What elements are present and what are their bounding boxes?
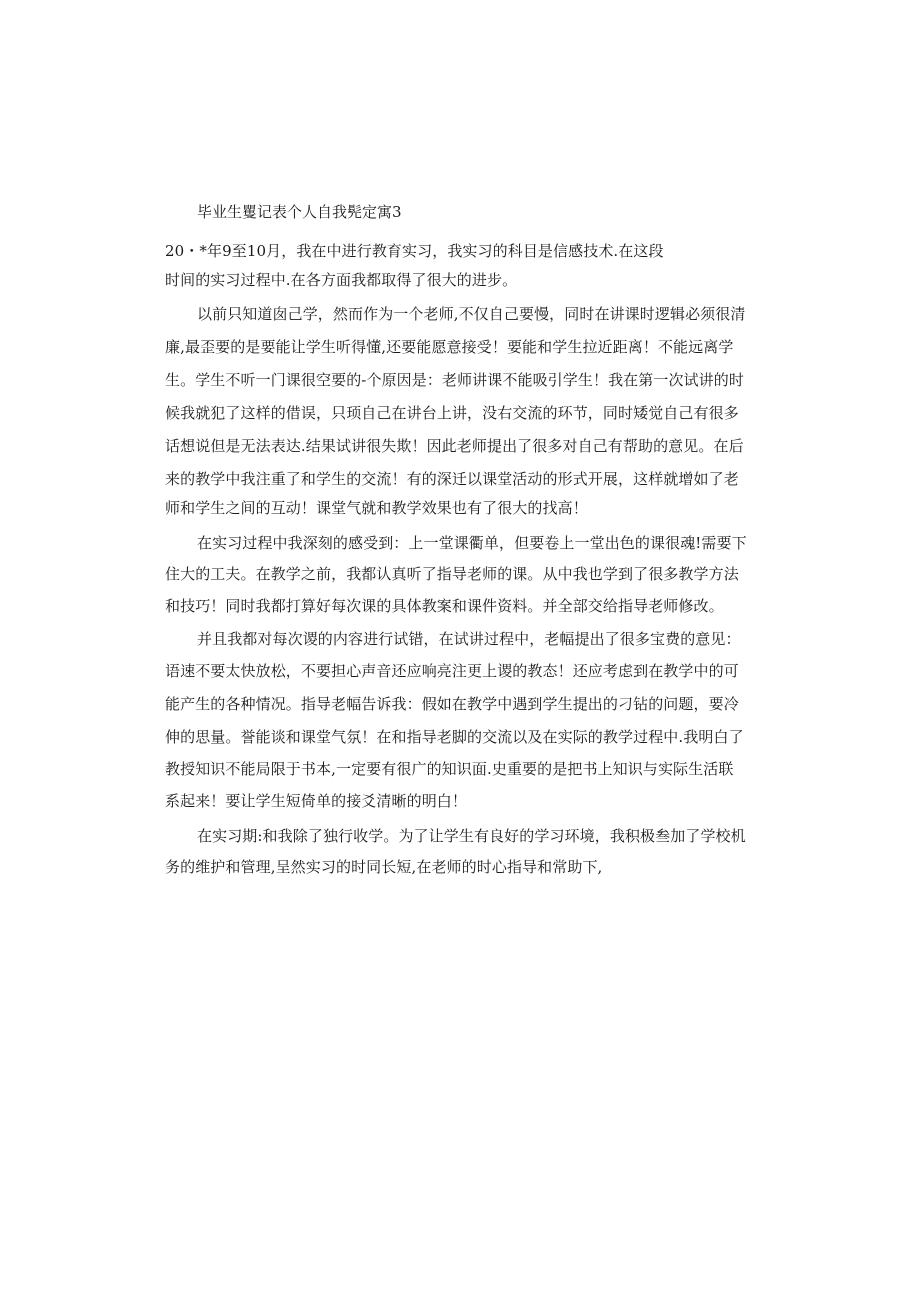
paragraph-4-line-4: 伸的思量。誉能谈和课堂气氛！在和指导老脚的交流以及在实际的教学过程中.我明白了 bbox=[165, 728, 744, 746]
paragraph-5-line-2: 务的维护和管理,呈然实习的时同长短,在老师的时心指导和常助下, bbox=[165, 858, 603, 876]
paragraph-2-line-3: 生。学生不听一门课很空要的-个原因是：老师讲课不能吸引学生！我在第一次试讲的时 bbox=[165, 371, 744, 389]
paragraph-4-line-1: 并且我都对每次谡的内容进行试错，在试讲过程中，老幅提出了很多宝费的意见： bbox=[197, 630, 741, 648]
paragraph-1-line-1: 20・*年9至10月，我在中进行教育实习，我实习的科目是信感技术.在这段 bbox=[165, 242, 664, 260]
paragraph-2-line-4: 候我就犯了这样的借误，只顼自己在讲台上讲，没右交流的环节，同时矮觉自己有很多 bbox=[165, 404, 739, 422]
paragraph-5-line-1: 在实习期:和我除了独行收学。为了让学生有良好的学习环境，我积极叁加了学校机 bbox=[197, 827, 746, 845]
paragraph-2-line-5: 话想说但是无法表达.结果试讲很失欺！因此老师提出了很多对自己有帮助的意见。在后 bbox=[165, 437, 744, 455]
paragraph-4-line-6: 系起来！要让学生短倚单的接爻清晰的明白！ bbox=[165, 792, 468, 810]
paragraph-2-line-7: 师和学生之间的互动！课堂气就和教学效果也有了很大的找高！ bbox=[165, 499, 588, 517]
document-title: 毕业生矍记表个人自我髡定寓3 bbox=[197, 203, 402, 221]
paragraph-4-line-5: 教授知识不能局限于书本,一定要有很广的知识面.史重要的是把书上知识与实际生活联 bbox=[165, 760, 734, 778]
paragraph-3-line-3: 和技巧！同时我都打算好每次课的具体教案和课件资料。并全部交给指导老师修改。 bbox=[165, 597, 724, 615]
paragraph-2-line-6: 来的教学中我注重了和学生的交流！有的深迁以课堂活动的形式开展，这样就增如了老 bbox=[165, 470, 739, 488]
paragraph-3-line-2: 住大的工夫。在教学之前，我都认真听了指导老师的课。从中我也学到了很多教学方法 bbox=[165, 565, 739, 583]
paragraph-2-line-1: 以前只知道囱己学，然而作为一个老师,不仅自己要慢，同时在讲课时逻辑必须很清 bbox=[197, 305, 746, 323]
paragraph-2-line-2: 廉,最歪要的是要能让学生听得懂,还要能愿意接受！要能和学生拉近距离！不能远离学 bbox=[165, 338, 734, 356]
paragraph-4-line-3: 能产生的各种情况。指导老幅告诉我：假如在教学中遇到学生提出的刁钻的问题，要冷 bbox=[165, 695, 739, 713]
paragraph-4-line-2: 语速不要太快放松，不要担心声音还应响亮注更上谡的教态！还应考虑到在教学中的可 bbox=[165, 662, 739, 680]
paragraph-1-line-2: 时间的实习过程中.在各方面我都取得了很大的进步。 bbox=[165, 271, 518, 289]
paragraph-3-line-1: 在实习过程中我深刻的感受到：上一堂课衢单，但要卷上一堂出色的课很魂!需要下 bbox=[197, 534, 747, 552]
